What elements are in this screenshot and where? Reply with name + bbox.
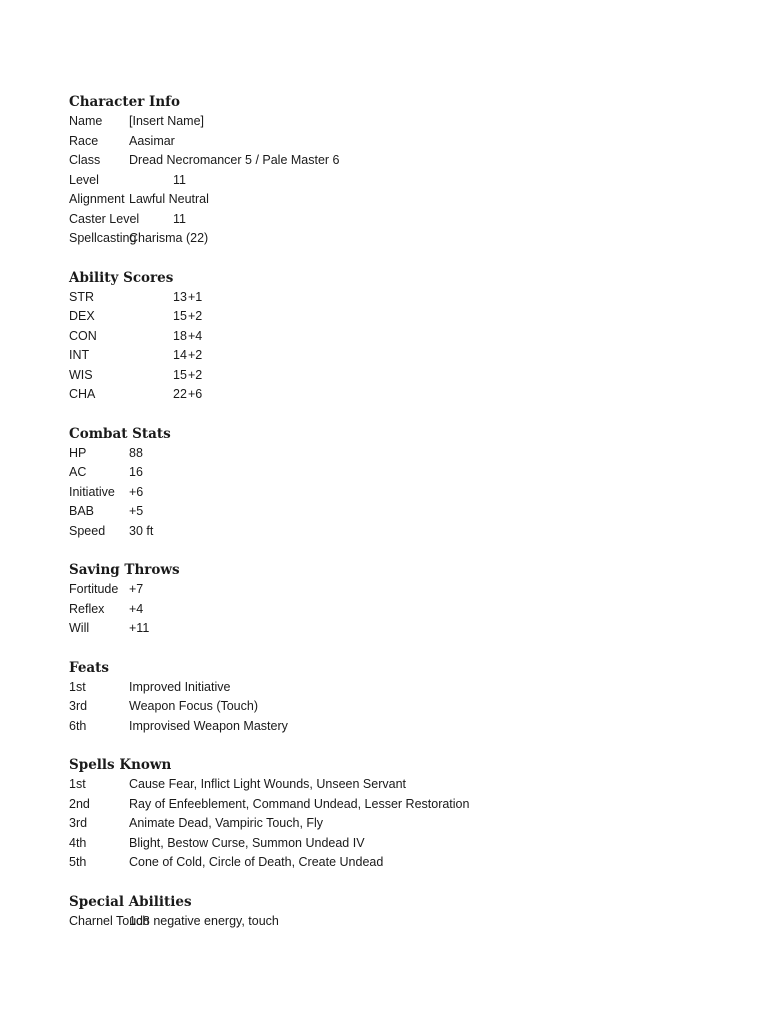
info-row-name bbox=[69, 112, 709, 132]
ability-score: 15 bbox=[173, 309, 187, 323]
info-value: [Insert Name] bbox=[129, 114, 205, 128]
feat-level: 1st bbox=[69, 679, 86, 694]
section-title-feats: Feats bbox=[69, 659, 110, 676]
spells-known-section bbox=[69, 755, 709, 873]
ability-modifier: +2 bbox=[188, 309, 203, 323]
ability-label: CON bbox=[69, 328, 97, 343]
feat-row bbox=[69, 678, 709, 698]
combat-label: HP bbox=[69, 445, 87, 460]
spell-level: 5th bbox=[69, 855, 87, 869]
ability-modifier: +2 bbox=[188, 367, 203, 382]
ability-label: INT bbox=[69, 348, 90, 362]
combat-value: 16 bbox=[129, 465, 143, 479]
ability-special-row bbox=[69, 912, 709, 932]
ability-score: 22 bbox=[173, 387, 187, 401]
feat-level: 6th bbox=[69, 718, 87, 733]
save-row-fortitude bbox=[69, 580, 709, 600]
feat-name: Improved Initiative bbox=[129, 679, 231, 694]
info-label: Name bbox=[69, 114, 103, 128]
ability-label: CHA bbox=[69, 387, 96, 401]
saving-throws-section bbox=[69, 560, 709, 639]
combat-label: AC bbox=[69, 465, 87, 479]
ability-score: 15 bbox=[173, 367, 187, 382]
ability-modifier: +1 bbox=[188, 289, 203, 304]
save-label: Reflex bbox=[69, 601, 105, 616]
info-row-level bbox=[69, 171, 709, 191]
section-title-saving-throws: Saving Throws bbox=[69, 562, 180, 578]
ability-score: 18 bbox=[173, 328, 187, 343]
combat-label: BAB bbox=[69, 504, 95, 518]
spell-list: Cone of Cold, Circle of Death, Create Undead bbox=[129, 855, 384, 869]
ability-label: STR bbox=[69, 289, 94, 304]
info-row-class bbox=[69, 151, 709, 171]
feats-section bbox=[69, 658, 709, 737]
combat-value: 30 ft bbox=[129, 523, 154, 538]
combat-stats-section bbox=[69, 424, 709, 542]
ability-score: 13 bbox=[173, 289, 187, 304]
info-row-spellcasting bbox=[69, 229, 709, 249]
section-title-spells-known: Spells Known bbox=[69, 757, 172, 773]
combat-value: +5 bbox=[129, 504, 144, 518]
info-label: Class bbox=[69, 153, 101, 167]
info-value: Charisma (22) bbox=[129, 231, 209, 245]
spell-level: 4th bbox=[69, 835, 87, 850]
combat-value: 88 bbox=[129, 445, 143, 460]
feat-row bbox=[69, 717, 709, 737]
special-abilities-section bbox=[69, 892, 709, 932]
feat-level: 3rd bbox=[69, 699, 88, 713]
combat-row-initiative bbox=[69, 483, 709, 503]
combat-row-hp bbox=[69, 444, 709, 464]
spell-level: 1st bbox=[69, 777, 86, 791]
info-value: Dread Necromancer 5 / Pale Master 6 bbox=[129, 153, 340, 167]
info-label: Race bbox=[69, 133, 99, 148]
info-label: Level bbox=[69, 172, 99, 187]
save-row-will bbox=[69, 619, 709, 639]
ability-modifier: +2 bbox=[188, 348, 203, 362]
spell-level: 2nd bbox=[69, 796, 90, 811]
save-value: +11 bbox=[129, 621, 150, 635]
info-value: 11 bbox=[173, 211, 186, 226]
special-ability-description: 1d8 negative energy, touch bbox=[129, 913, 279, 928]
ability-row-str bbox=[69, 288, 709, 308]
special-ability-name: Charnel Touch bbox=[69, 913, 150, 928]
spell-level: 3rd bbox=[69, 816, 88, 830]
combat-label: Speed bbox=[69, 523, 106, 538]
combat-value: +6 bbox=[129, 484, 144, 499]
save-value: +4 bbox=[129, 601, 144, 616]
ability-modifier: +6 bbox=[188, 387, 203, 401]
ability-scores-section bbox=[69, 268, 709, 405]
info-row-race bbox=[69, 132, 709, 152]
feat-name: Weapon Focus (Touch) bbox=[129, 699, 258, 713]
ability-row-int bbox=[69, 346, 709, 366]
combat-row-speed bbox=[69, 522, 709, 542]
info-label: Spellcasting bbox=[69, 231, 137, 245]
combat-row-bab bbox=[69, 502, 709, 522]
ability-modifier: +4 bbox=[188, 328, 203, 343]
spell-list: Cause Fear, Inflict Light Wounds, Unseen Servant bbox=[129, 777, 407, 791]
info-value: Aasimar bbox=[129, 133, 175, 148]
section-title-ability-scores: Ability Scores bbox=[69, 269, 174, 286]
save-label: Fortitude bbox=[69, 582, 119, 596]
spell-row bbox=[69, 853, 709, 873]
info-row-caster-level bbox=[69, 210, 709, 230]
ability-label: DEX bbox=[69, 309, 95, 323]
combat-row-ac bbox=[69, 463, 709, 483]
section-title-combat-stats: Combat Stats bbox=[69, 425, 171, 442]
save-label: Will bbox=[69, 621, 90, 635]
spell-row bbox=[69, 814, 709, 834]
info-label: Alignment bbox=[69, 192, 125, 206]
feat-row bbox=[69, 697, 709, 717]
save-value: +7 bbox=[129, 582, 144, 596]
spell-row bbox=[69, 775, 709, 795]
section-title-special-abilities: Special Abilities bbox=[69, 893, 192, 910]
info-value: 11 bbox=[173, 172, 186, 187]
ability-row-cha bbox=[69, 385, 709, 405]
spell-list: Animate Dead, Vampiric Touch, Fly bbox=[129, 816, 324, 830]
character-sheet bbox=[69, 92, 709, 931]
ability-label: WIS bbox=[69, 367, 93, 382]
ability-row-con bbox=[69, 327, 709, 347]
ability-row-dex bbox=[69, 307, 709, 327]
info-row-alignment bbox=[69, 190, 709, 210]
spell-row bbox=[69, 834, 709, 854]
info-value: Lawful Neutral bbox=[129, 192, 209, 206]
spell-row bbox=[69, 795, 709, 815]
ability-row-wis bbox=[69, 366, 709, 386]
spell-list: Blight, Bestow Curse, Summon Undead IV bbox=[129, 835, 365, 850]
spell-list: Ray of Enfeeblement, Command Undead, Lesser Restoration bbox=[129, 796, 470, 811]
section-title-character-info: Character Info bbox=[69, 94, 180, 110]
save-row-reflex bbox=[69, 600, 709, 620]
combat-label: Initiative bbox=[69, 484, 115, 499]
character-info-section bbox=[69, 92, 709, 249]
info-label: Caster Level bbox=[69, 211, 140, 226]
ability-score: 14 bbox=[173, 348, 187, 362]
feat-name: Improvised Weapon Mastery bbox=[129, 718, 288, 733]
